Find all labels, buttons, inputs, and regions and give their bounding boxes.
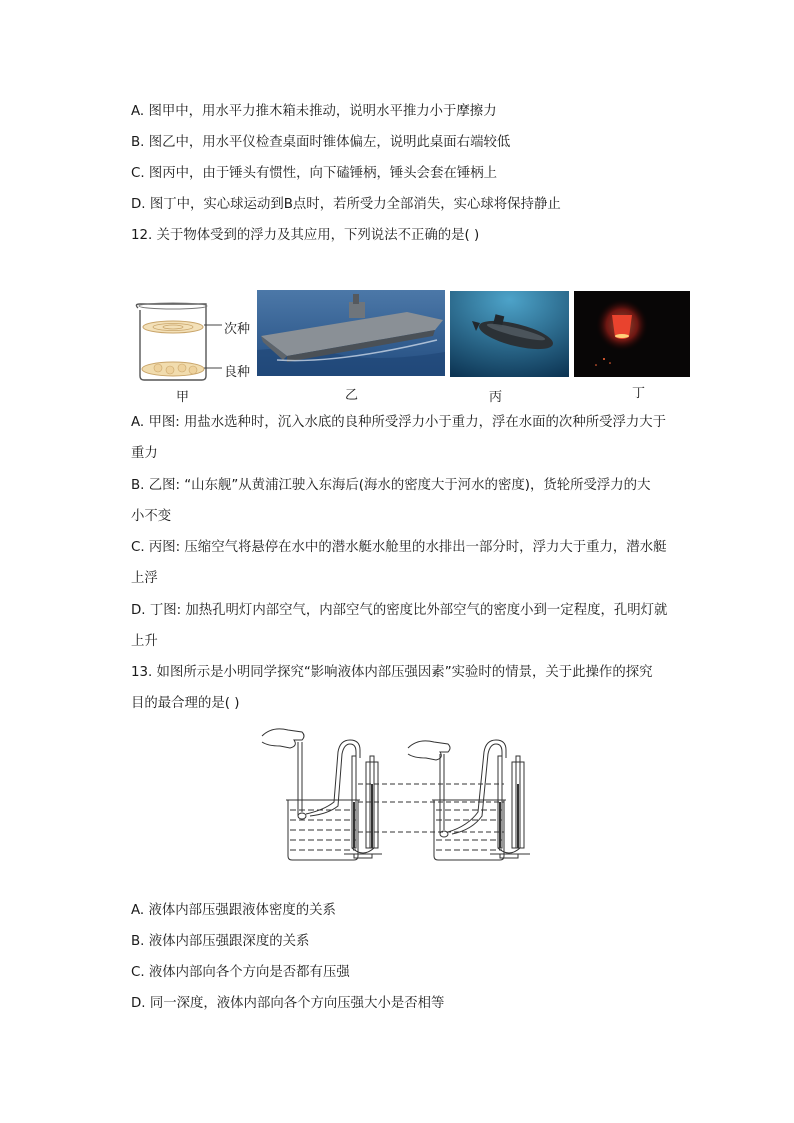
caption-bing: 丙 bbox=[489, 390, 503, 405]
caption-jia: 甲 bbox=[176, 390, 190, 405]
q13-stem-line2: 目的最合理的是( ) bbox=[131, 696, 240, 711]
q11-option-d: D. 图丁中，实心球运动到B点时，若所受力全部消失，实心球将保持静止 bbox=[131, 197, 561, 212]
q11-option-a: A. 图甲中，用水平力推木箱未推动，说明水平推力小于摩擦力 bbox=[131, 104, 497, 119]
q12-option-a-line2: 重力 bbox=[131, 446, 158, 461]
q12-option-b-line2: 小不变 bbox=[131, 509, 172, 524]
submarine-photo bbox=[450, 291, 569, 377]
q13-option-c: C. 液体内部向各个方向是否都有压强 bbox=[131, 965, 350, 980]
q12-option-b-line1: B. 乙图: “山东舰”从黄浦江驶入东海后(海水的密度大于河水的密度)，货轮所受浮力的大 bbox=[131, 478, 651, 493]
label-liang-zhong: 良种 bbox=[224, 365, 251, 380]
caption-ding: 丁 bbox=[632, 386, 646, 401]
q12-option-d-line1: D. 丁图: 加热孔明灯内部空气，内部空气的密度比外部空气的密度小到一定程度，孔明灯就 bbox=[131, 603, 668, 618]
q12-stem: 12. 关于物体受到的浮力及其应用，下列说法不正确的是( ) bbox=[131, 228, 480, 243]
caption-yi: 乙 bbox=[345, 388, 359, 403]
q11-option-b: B. 图乙中，用水平仪检查桌面时锥体偏左，说明此桌面右端较低 bbox=[131, 135, 511, 150]
q12-option-d-line2: 上升 bbox=[131, 634, 158, 649]
q13-stem-line1: 13. 如图所示是小明同学探究“影响液体内部压强因素”实验时的情景，关于此操作的探究 bbox=[131, 665, 653, 680]
aircraft-carrier-photo bbox=[257, 290, 445, 376]
q13-option-d: D. 同一深度，液体内部向各个方向压强大小是否相等 bbox=[131, 996, 445, 1011]
q13-option-a: A. 液体内部压强跟液体密度的关系 bbox=[131, 903, 336, 918]
q12-option-c-line2: 上浮 bbox=[131, 571, 158, 586]
q13-option-b: B. 液体内部压强跟深度的关系 bbox=[131, 934, 310, 949]
q11-option-c: C. 图丙中，由于锤头有惯性，向下磕锤柄，锤头会套在锤柄上 bbox=[131, 166, 498, 181]
kongming-lantern-photo bbox=[574, 291, 690, 377]
q12-option-a-line1: A. 甲图: 用盐水选种时，沉入水底的良种所受浮力小于重力，浮在水面的次种所受浮力大于 bbox=[131, 415, 667, 430]
q12-option-c-line1: C. 丙图: 压缩空气将悬停在水中的潜水艇水舱里的水排出一部分时，浮力大于重力，潜水艇 bbox=[131, 540, 667, 555]
liquid-pressure-experiment-figure bbox=[258, 722, 540, 862]
label-ci-zhong: 次种 bbox=[224, 322, 251, 337]
